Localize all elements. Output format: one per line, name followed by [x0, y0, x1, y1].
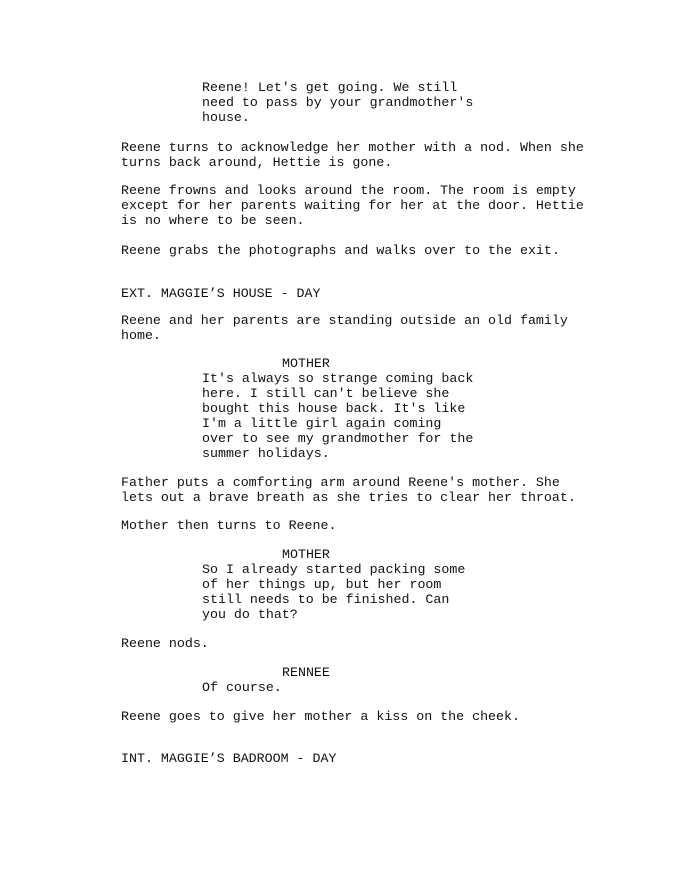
dialogue-line: Of course. — [202, 680, 282, 695]
dialogue-line: I'm a little girl again coming — [202, 416, 442, 431]
dialogue-line: So I already started packing some — [202, 562, 466, 577]
action-line: Reene nods. — [121, 636, 209, 651]
dialogue-line: Reene! Let's get going. We still — [202, 80, 458, 95]
dialogue-line: summer holidays. — [202, 446, 330, 461]
character-name: MOTHER — [282, 356, 330, 371]
dialogue-line: bought this house back. It's like — [202, 401, 466, 416]
scene-heading: INT. MAGGIE’S BADROOM - DAY — [121, 751, 337, 766]
action-line: Reene goes to give her mother a kiss on the cheek. — [121, 709, 520, 724]
dialogue-line: of her things up, but her room — [202, 577, 442, 592]
action-line: lets out a brave breath as she tries to clear her throat. — [121, 490, 576, 505]
action-line: Mother then turns to Reene. — [121, 518, 337, 533]
action-line: Reene and her parents are standing outside an old family — [121, 313, 568, 328]
dialogue-line: over to see my grandmother for the — [202, 431, 474, 446]
action-line: is no where to be seen. — [121, 213, 305, 228]
dialogue-line: need to pass by your grandmother's — [202, 95, 474, 110]
dialogue-line: still needs to be finished. Can — [202, 592, 450, 607]
character-name: RENNEE — [282, 665, 330, 680]
dialogue-line: It's always so strange coming back — [202, 371, 474, 386]
action-line: Reene turns to acknowledge her mother with a nod. When she — [121, 140, 584, 155]
character-name: MOTHER — [282, 547, 330, 562]
action-line: home. — [121, 328, 161, 343]
action-line: Father puts a comforting arm around Reene's mother. She — [121, 475, 560, 490]
action-line: Reene grabs the photographs and walks over to the exit. — [121, 243, 560, 258]
dialogue-line: here. I still can't believe she — [202, 386, 450, 401]
action-line: turns back around, Hettie is gone. — [121, 155, 393, 170]
scene-heading: EXT. MAGGIE’S HOUSE - DAY — [121, 286, 321, 301]
dialogue-line: house. — [202, 110, 250, 125]
action-line: Reene frowns and looks around the room. The room is empty — [121, 183, 576, 198]
dialogue-line: you do that? — [202, 607, 298, 622]
action-line: except for her parents waiting for her at the door. Hettie — [121, 198, 584, 213]
